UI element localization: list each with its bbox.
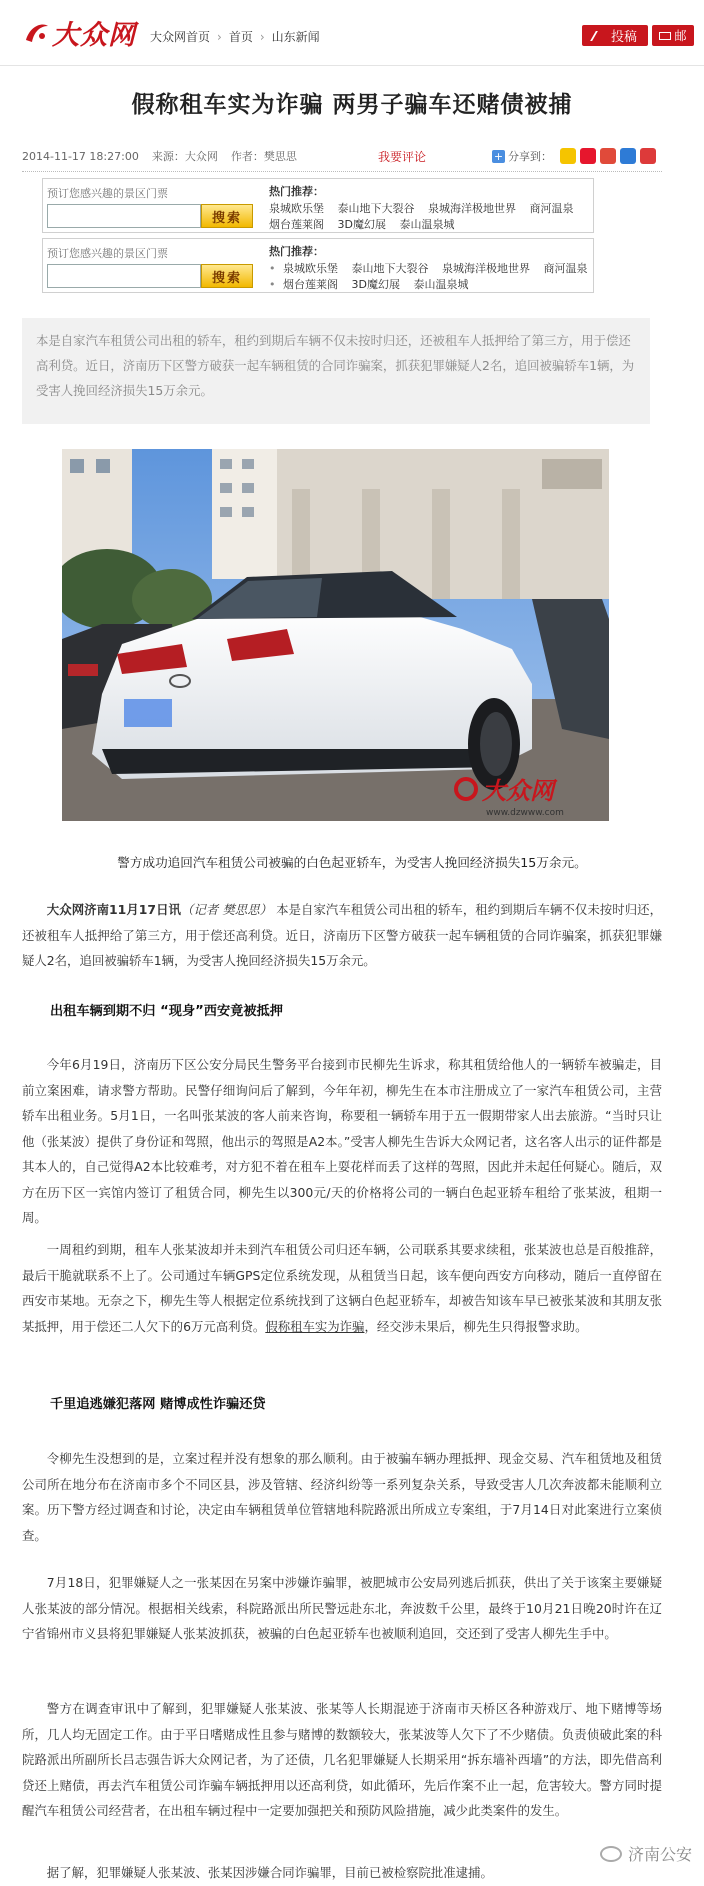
body-paragraph-1: 大众网济南11月17日讯（记者 樊思思） 本是自家汽车租赁公司出租的轿车，租约到期后车辆不仅未按时归还，还被租车人抵押给了第三方，用于偿还高利贷。近日，济南历下区警方破获一起车辆租赁的合同诈骗案，抓获犯罪嫌疑人2名，追回被骗轿车1辆，为受害人挽回经济损失15万余元。: [22, 902, 662, 968]
envelope-icon: [659, 32, 671, 40]
photo-caption: 警方成功追回汽车租赁公司被骗的白色起亚轿车，为受害人挽回经济损失15万余元。: [117, 855, 587, 870]
hot-link[interactable]: 泰山温泉城: [399, 218, 455, 231]
header-actions: [582, 25, 694, 46]
hot-link[interactable]: 烟台莲莱阁: [269, 218, 324, 231]
ticket-search-hint: 预订您感兴趣的景区门票: [47, 247, 168, 260]
chevron-right-icon: ›: [259, 29, 265, 44]
chevron-right-icon: ›: [217, 29, 222, 44]
hot-link[interactable]: 3D魔幻展: [337, 218, 386, 231]
hot-link[interactable]: 商河温泉: [543, 262, 588, 275]
crumb-index[interactable]: 首页: [228, 30, 253, 44]
ticket-search-box: [42, 178, 594, 233]
crumb-section[interactable]: 山东新闻: [271, 30, 320, 44]
body-paragraph-6: 警方在调查审讯中了解到，犯罪嫌疑人张某波、张某等人长期混迹于济南市天桥区各种游戏厅、地下赌博等场所，几人均无固定工作。由于平日嗜赌成性且参与赌博的数额较大，张某波等人欠下了不少赌债。负责侦破此案的科院路派出所副所长吕志强告诉大众网记者，为了还债，几名犯罪嫌疑人长期采用“拆东墙补西墙”的方法，即先借高利贷还上赌债，再去汽车租赁公司诈骗车辆抵押用以还高利贷，如此循环，先后作案不止一起，危害较大。警方同时提醒汽车租赁公司经营者，在出租车辆过程中一定要加强把关和预防风险措施，减少此类案件的发生。: [22, 1701, 662, 1818]
hot-link[interactable]: 泰山地下大裂谷: [351, 262, 429, 275]
logo-text: 大众网: [52, 19, 136, 51]
site-header: [0, 0, 704, 66]
douban-share-icon[interactable]: [640, 148, 656, 164]
ticket-search-input[interactable]: [47, 204, 201, 228]
share-bar: [492, 146, 660, 166]
article-title: 假称租车实为诈骗 两男子骗车还赌债被捕: [131, 92, 573, 118]
hot-links-row: [269, 200, 584, 216]
hot-link[interactable]: 泉城欧乐堡: [283, 262, 338, 275]
crumb-home[interactable]: 大众网首页: [150, 30, 211, 44]
publish-time: 2014-11-17 18:27:00: [22, 149, 139, 163]
body-paragraph-2: 今年6月19日，济南历下区公安分局民生警务平台接到市民柳先生诉求，称其租赁给他人的一辆轿车被骗走，目前立案困难，请求警方帮助。民警仔细询问后了解到，今年年初，柳先生在本市注册成立了一家汽车租赁公司，主营轿车出租业务。5月1日，一名叫张某波的客人前来咨询，称要租一辆轿车用于五一假期带家人出去旅游。“当时只让他（张某波）提供了身份证和驾照，他出示的驾照是A2本。”受害人柳先生告诉大众网记者，这名客人出示的证件都是其本人的，自己觉得A2本比较难考，对方犯不着在租车上耍花样而丢了这样的驾照，因此并未起任何疑心。随后，双方在历下区一宾馆内签订了租赁合同，柳先生以300元/天的价格将公司的一辆白色起亚轿车租给了张某波，租期一周。: [22, 1057, 662, 1225]
ticket-search-button[interactable]: 搜索: [201, 264, 253, 288]
article-source: 来源：大众网: [151, 150, 218, 163]
hot-links-row: [269, 216, 464, 232]
share-label: 分享到：: [508, 150, 552, 163]
divider: [22, 171, 662, 172]
ticket-search-hint: 预订您感兴趣的景区门票: [47, 187, 168, 200]
submit-article-button[interactable]: 投稿: [582, 25, 648, 46]
mail-button[interactable]: 邮: [652, 25, 694, 46]
hot-link[interactable]: 商河温泉: [529, 202, 574, 215]
comment-link[interactable]: 我要评论: [378, 149, 427, 164]
hot-recommend-label: 热门推荐：: [269, 185, 324, 198]
bullet: •: [269, 262, 276, 275]
hot-links-row: [269, 276, 478, 292]
hot-link[interactable]: 3D魔幻展: [351, 278, 400, 291]
wechat-watermark: 济南公安: [600, 1842, 692, 1865]
share-plus-icon[interactable]: +: [493, 149, 504, 163]
ticket-search-input[interactable]: [47, 264, 201, 288]
hot-links-row: [269, 260, 598, 276]
renren-share-icon[interactable]: [600, 148, 616, 164]
section-heading-1: 出租车辆到期不归 “现身”西安竟被抵押: [50, 1004, 283, 1019]
body-paragraph-3: 一周租约到期，租车人张某波却并未到汽车租赁公司归还车辆，公司联系其要求续租，张某波也总是百般推辞，最后干脆就联系不上了。公司通过车辆GPS定位系统发现，从租赁当日起，该车便向西安方向移动，随后一直停留在西安市某地。无奈之下，柳先生等人根据定位系统找到了这辆白色起亚轿车，却被告知该车早已被张某波和其朋友张某抵押，用于偿还二人欠下的6万元高利贷。假称租车实为诈骗，经交涉未果后，柳先生只得报警求助。: [22, 1242, 662, 1334]
section-heading-2: 千里追逃嫌犯落网 赌博成性诈骗还贷: [50, 1397, 266, 1412]
tag-link[interactable]: 假称租车实为诈骗: [265, 1318, 365, 1334]
qzone-share-icon[interactable]: [560, 148, 576, 164]
svg-text:www.dzwww.com: www.dzwww.com: [486, 808, 564, 818]
dateline: 大众网济南11月17日讯（记者 樊思思）: [46, 902, 273, 917]
svg-text:大众网: 大众网: [482, 776, 554, 805]
tencent-weibo-share-icon[interactable]: [620, 148, 636, 164]
logo-swirl-icon: [22, 18, 50, 46]
hot-recommend-label: 热门推荐：: [269, 245, 324, 258]
wechat-icon: [600, 1846, 622, 1862]
hot-link[interactable]: 泉城海洋极地世界: [442, 262, 530, 275]
ticket-search-box: [42, 238, 594, 293]
hot-link[interactable]: 泰山地下大裂谷: [337, 202, 415, 215]
breadcrumb: [150, 28, 320, 45]
body-paragraph-7: 据了解，犯罪嫌疑人张某波、张某因涉嫌合同诈骗罪，目前已被检察院批准逮捕。: [46, 1865, 493, 1880]
ticket-search-button[interactable]: 搜索: [201, 204, 253, 228]
hot-link[interactable]: 泰山温泉城: [413, 278, 469, 291]
hot-link[interactable]: 泉城欧乐堡: [269, 202, 324, 215]
body-paragraph-5: 7月18日，犯罪嫌疑人之一张某因在另案中涉嫌诈骗罪，被肥城市公安局列逃后抓获，供出了关于该案主要嫌疑人张某波的部分情况。根据相关线索，科院路派出所民警远赴东北，奔波数千公里，最终于10月21日晚20时许在辽宁省锦州市义县将犯罪嫌疑人张某波抓获，被骗的白色起亚轿车也被顺利追回，交还到了受害人柳先生手中。: [22, 1575, 662, 1641]
white-kia-sedan-image: [62, 449, 609, 821]
hot-link[interactable]: 烟台莲莱阁: [283, 278, 338, 291]
body-paragraph-4: 令柳先生没想到的是，立案过程并没有想象的那么顺利。由于被骗车辆办理抵押、现金交易、汽车租赁地及租赁公司所在地分布在济南市多个不同区县，涉及管辖、经济纠纷等一系列复杂关系，导致受害人几次奔波都未能顺利立案。历下警方经过调查和讨论，决定由车辆租赁单位管辖地科院路派出所成立专案组，于7月14日对此案进行立案侦查。: [22, 1451, 662, 1543]
article-author: 作者：樊思思: [230, 150, 297, 163]
article-summary: 本是自家汽车租赁公司出租的轿车，租约到期后车辆不仅未按时归还，还被租车人抵押给了第三方，用于偿还高利贷。近日，济南历下区警方破获一起车辆租赁的合同诈骗案，抓获犯罪嫌疑人2名，追回被骗轿车1辆，为受害人挽回经济损失15万余元。: [22, 318, 650, 424]
pen-icon: [590, 31, 610, 41]
weibo-share-icon[interactable]: [580, 148, 596, 164]
article-meta: [22, 146, 662, 166]
article-photo: [62, 449, 609, 821]
hot-link[interactable]: 泉城海洋极地世界: [428, 202, 516, 215]
bullet: •: [269, 278, 276, 291]
site-logo[interactable]: [22, 14, 136, 50]
